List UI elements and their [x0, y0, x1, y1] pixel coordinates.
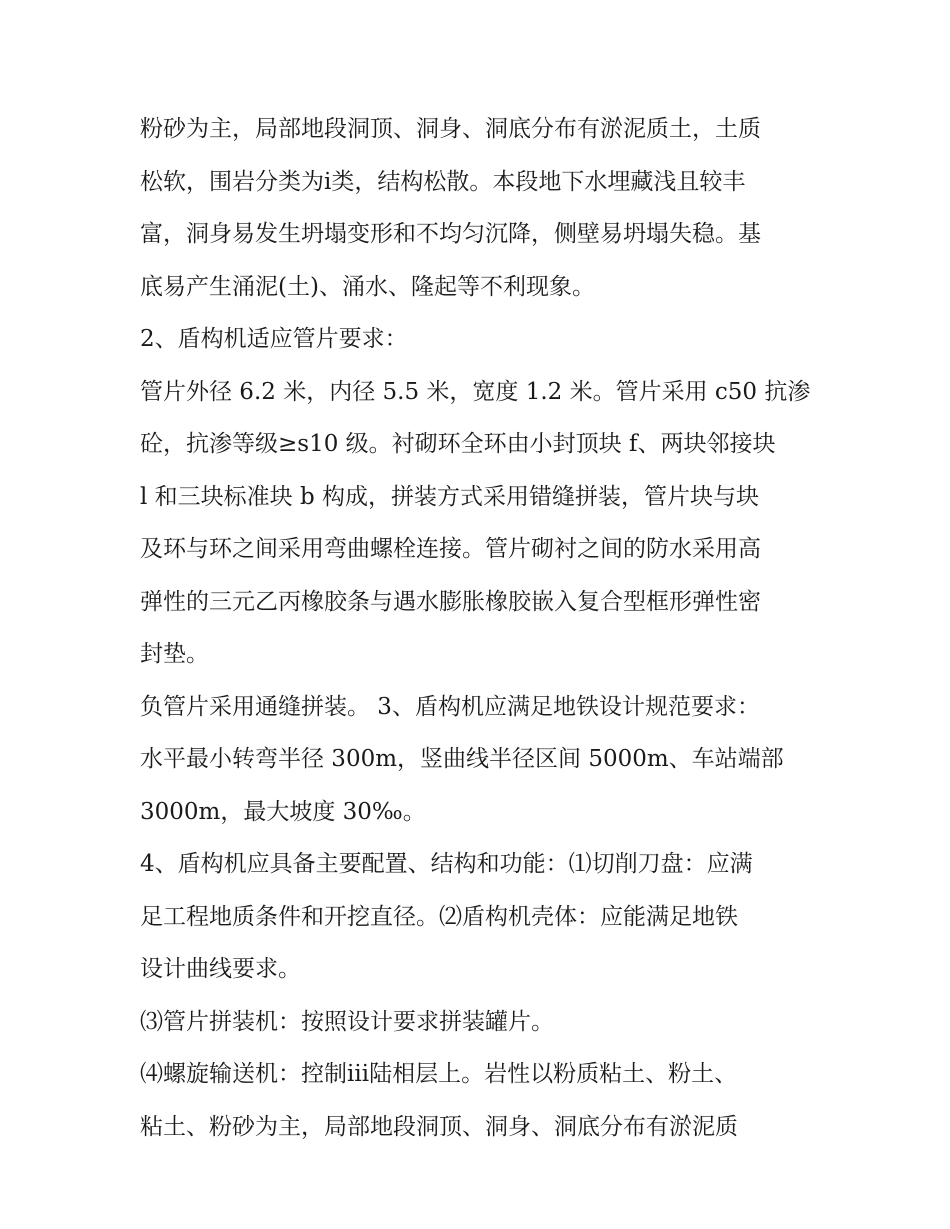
text-line: 弹性的三元乙丙橡胶条与遇水膨胀橡胶嵌入复合型框形弹性密: [140, 588, 761, 615]
text-line: 粘土、粉砂为主，局部地段洞顶、洞身、洞底分布有淤泥质: [140, 1113, 738, 1140]
text-line: 足工程地质条件和开挖直径。⑵盾构机壳体：应能满足地铁: [140, 903, 738, 930]
text-line: 管片外径 6.2 米，内径 5.5 米，宽度 1.2 米。管片采用 c50 抗渗: [140, 378, 811, 405]
text-line: 设计曲线要求。: [140, 956, 301, 982]
text-line: 水平最小转弯半径 300m，竖曲线半径区间 5000m、车站端部: [140, 746, 784, 772]
text-line: 底易产生涌泥(土)、涌水、隆起等不利现象。: [140, 273, 595, 300]
text-line: 砼，抗渗等级≥s10 级。衬砌环全环由小封顶块 f、两块邻接块: [140, 431, 776, 457]
text-line: ⑶管片拼装机：按照设计要求拼装罐片。: [140, 1008, 554, 1035]
text-line: 松软，围岩分类为ⅰ类，结构松散。本段地下水埋藏浅且较丰: [140, 168, 746, 195]
text-line: 及环与环之间采用弯曲螺栓连接。管片砌衬之间的防水采用高: [140, 536, 761, 562]
section-heading: 4、盾构机应具备主要配置、结构和功能：⑴切削刀盘：应满: [140, 851, 753, 877]
text-line: ⑷螺旋输送机：控制ⅲ陆相层上。岩性以粉质粘土、粉土、: [140, 1061, 738, 1087]
text-line: 封垫。: [140, 641, 209, 667]
text-line: 粉砂为主，局部地段洞顶、洞身、洞底分布有淤泥质土，土质: [140, 116, 761, 142]
text-line: l 和三块标准块 b 构成，拼装方式采用错缝拼装，管片块与块: [140, 483, 760, 510]
body-text: [140, 108, 820, 1158]
text-line: 富，洞身易发生坍塌变形和不均匀沉降，侧壁易坍塌失稳。基: [140, 221, 761, 247]
text-line: 负管片采用通缝拼装。 3、盾构机应满足地铁设计规范要求：: [140, 693, 760, 720]
text-line: 3000m，最大坡度 30‰。: [140, 798, 426, 825]
section-heading: 2、盾构机适应管片要求：: [140, 326, 408, 352]
